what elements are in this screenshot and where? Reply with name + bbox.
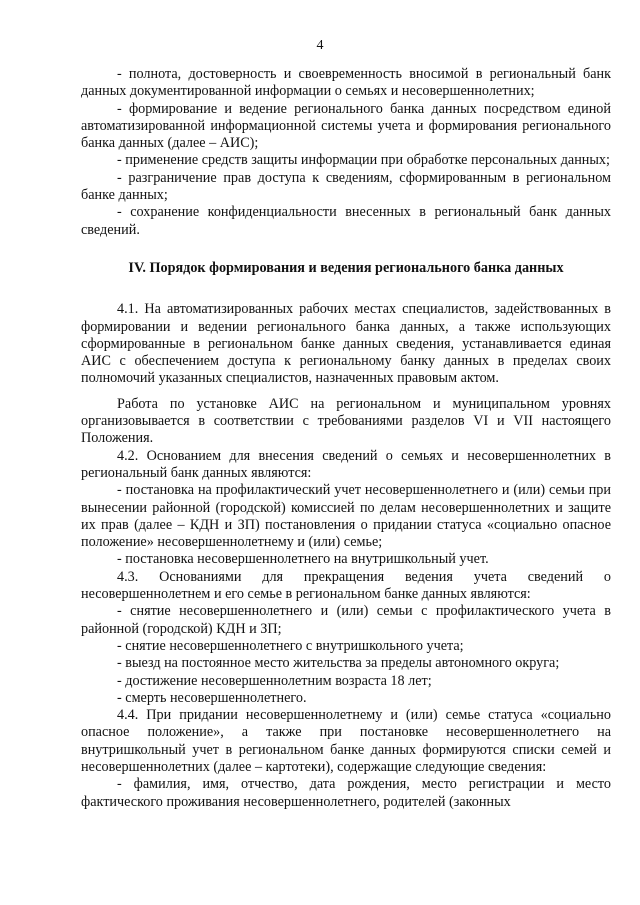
paragraph: Работа по установке АИС на региональном и муниципальном уровнях организовывается в соответствии с требованиями разделов VI и VII настоящего Положения. — [81, 395, 611, 447]
document-body — [81, 66, 611, 811]
paragraph: 4.4. При придании несовершеннолетнему и (или) семье статуса «социально опасное положение», а также при постановке несовершеннолетнего на внутришкольный учет в региональном банке данных формируются списки семей и несовершеннолетних (далее – картотеки), содержащие следующие сведения: — [81, 707, 611, 775]
paragraph-gap — [81, 388, 611, 396]
list-item: - применение средств защиты информации при обработке персональных данных; — [117, 152, 610, 169]
list-item: - снятие несовершеннолетнего и (или) семьи с профилактического учета в районной (городской) КДН и ЗП; — [81, 603, 611, 637]
section-title: IV. Порядок формирования и ведения регионального банка данных — [128, 259, 564, 276]
list-item: - смерть несовершеннолетнего. — [117, 689, 307, 706]
list-item: - достижение несовершеннолетним возраста 18 лет; — [117, 672, 432, 689]
paragraph: 4.3. Основаниями для прекращения ведения учета сведений о несовершеннолетнем и его семье в региональном банке данных являются: — [81, 568, 611, 603]
list-item: - постановка несовершеннолетнего на внутришкольный учет. — [117, 551, 489, 568]
paragraph: 4.2. Основанием для внесения сведений о семьях и несовершеннолетних в региональный банк данных являются: — [81, 447, 611, 481]
list-item: - полнота, достоверность и своевременность вносимой в региональный банк данных документированной информации о семьях и несовершеннолетних; — [81, 66, 611, 100]
list-item: - формирование и ведение регионального банка данных посредством единой автоматизированной информационной системы учета и формирования регионального банка данных (далее – АИС); — [81, 100, 611, 152]
paragraph: 4.1. На автоматизированных рабочих местах специалистов, задействованных в формировании и ведении регионального банка данных, а также использующих сформированные в региональном банке данных сведения, устанавливается единая АИС с обеспечением доступа к региональному банку данных в пределах своих полномочий указанных специалистов, назначенных правовым актом. — [81, 301, 611, 387]
list-item: - сохранение конфиденциальности внесенных в региональный банк данных сведений. — [81, 204, 611, 238]
list-item: - снятие несовершеннолетнего с внутришкольного учета; — [117, 637, 464, 654]
list-item: - разграничение прав доступа к сведениям, сформированным в региональном банке данных; — [81, 169, 611, 204]
list-item: - выезд на постоянное место жительства за пределы автономного округа; — [117, 655, 560, 672]
list-item: - фамилия, имя, отчество, дата рождения, место регистрации и место фактического проживания несовершеннолетнего, родителей (законных — [81, 776, 611, 810]
list-item: - постановка на профилактический учет несовершеннолетнего и (или) семьи при вынесении районной (городской) комиссией по делам несовершеннолетних и защите их прав (далее – КДН и ЗП) постановления о придании статуса «социально опасное положение» несовершеннолетнему и (или) семье; — [81, 482, 611, 551]
page-number: 4 — [316, 38, 324, 53]
